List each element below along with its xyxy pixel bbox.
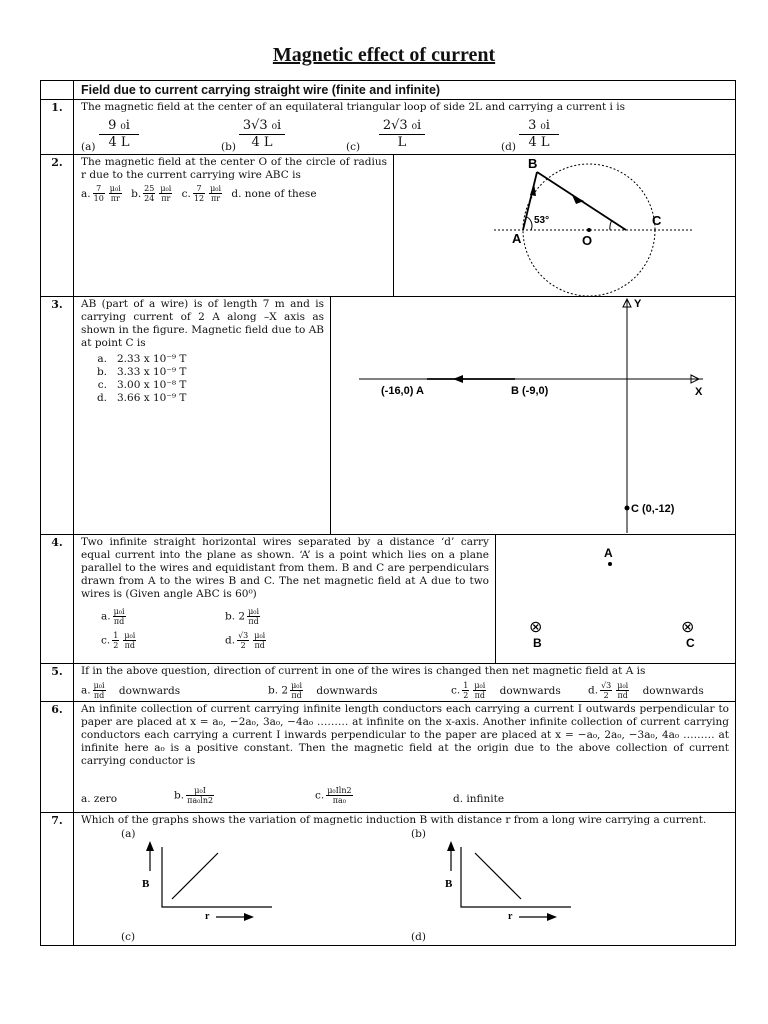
q4-wire-b-icon: ⊗ bbox=[529, 619, 543, 636]
q4-fig-b: B bbox=[533, 636, 542, 650]
q5-opt-d: d. $\frac{√3}{2}$ $\frac{\text{μ₀i}}{\pi d}$ downwards bbox=[588, 681, 704, 700]
q6-number: 6. bbox=[51, 703, 63, 716]
q3-opt-c: c. 3.00 x 10⁻⁸ T bbox=[97, 379, 187, 391]
q4-opt-d: d. $\frac{√3}{2}$ $\frac{\text{μ₀i}}{\pi d}$ bbox=[225, 631, 266, 650]
q4-text: Two infinite straight horizontal wires separated by a distance ‘d’ carry equal current into the plane as shown. ‘A’ is a point which lies on a plane parallel to the wires and equidistant from them. B and C are perpendiculars drawn from A to the wires B and C. The net magnetic field at A due to two wires is (Given angle ABC is 60⁰) bbox=[81, 536, 489, 600]
q3-fig-x: X bbox=[695, 386, 703, 398]
q2-fig-label-o: O bbox=[582, 233, 593, 248]
q5-number: 5. bbox=[51, 665, 63, 678]
q2-fig-label-b: B bbox=[528, 156, 538, 171]
q4-fig-a: A bbox=[604, 546, 613, 560]
q3-opt-a: a. 2.33 x 10⁻⁹ T bbox=[97, 353, 187, 365]
q7-text: Which of the graphs shows the variation of magnetic induction B with distance r from a long wire carrying a current. bbox=[81, 814, 707, 826]
q5-opt-b: b. 2 $\frac{\text{μ₀i}}{\pi d}$ downwards bbox=[268, 681, 378, 700]
q1-opt-a-formula: 9 ₀i 4 L bbox=[99, 118, 139, 151]
q1-text: The magnetic field at the center of an equilateral triangular loop of side 2L and carrying a current i is bbox=[81, 101, 625, 113]
q2-options bbox=[81, 184, 317, 203]
q6-text: An infinite collection of current carrying infinite length conductors each carrying a current I outwards perpendicular to paper are placed at x = a₀, −2a₀, 3a₀, −4a₀ ……… at infinite on the x-axis. Another infinite collection of current carrying conductors each carrying a current I inwards perpendicular to the paper are placed at x = −a₀, 2a₀, −3a₀, 4a₀ ……… at infinite here a₀ is a positive constant. Then the magnetic field at the origin due to the above collection of current carrying conductor is bbox=[81, 703, 729, 767]
q3-number: 3. bbox=[51, 298, 63, 311]
q2-number: 2. bbox=[51, 156, 63, 169]
q2-text: The magnetic field at the center O of the circle of radius r due to the current carrying wire ABC is bbox=[81, 156, 387, 181]
q6-opt-b: b. $\frac{\text{μ₀I}}{\text{πa₀ln2}}$ bbox=[174, 786, 214, 805]
q2-opt-a: a. $\frac{7}{10}$ $\frac{\text{μ₀i}}{\pi r}$ bbox=[81, 184, 121, 203]
q3-figure bbox=[331, 297, 735, 534]
q4-opt-a: a. $\frac{\text{μ₀i}}{\pi d}$ bbox=[101, 607, 125, 626]
q2-opt-b: b. $\frac{25}{24}$ $\frac{\text{μ₀i}}{\pi r}$ bbox=[131, 184, 172, 203]
q3-options bbox=[81, 353, 186, 405]
q1-opt-b-label: (b) bbox=[221, 141, 236, 153]
question-table bbox=[40, 80, 736, 946]
q4-opt-c: c. $\frac{1}{2}$ $\frac{\text{μ₀i}}{\pi d}$ bbox=[101, 631, 136, 650]
q1-opt-c-formula: 2√3 ₀i L bbox=[379, 118, 425, 151]
q2-fig-label-a: A bbox=[512, 231, 522, 246]
q5-opt-c: c. $\frac{1}{2}$ $\frac{\text{μ₀i}}{\pi d}$ downwards bbox=[451, 681, 561, 700]
q3-fig-c: C (0,-12) bbox=[631, 503, 675, 515]
q7-a-axis-y: B bbox=[142, 878, 150, 890]
q3-opt-d: d. 3.66 x 10⁻⁹ T bbox=[96, 392, 187, 404]
q4-opt-b: b. 2 $\frac{\text{μ₀i}}{\pi d}$ bbox=[225, 607, 260, 626]
q3-fig-b: B (-9,0) bbox=[511, 385, 549, 397]
q6-opt-c: c. $\frac{\text{μ₀Iln2}}{\text{πa₀}}$ bbox=[315, 786, 352, 805]
q5-opt-a: a. $\frac{\text{μ₀i}}{\pi d}$ downwards bbox=[81, 681, 181, 700]
q4-number: 4. bbox=[51, 536, 63, 549]
q7-b-axis-x: r bbox=[508, 911, 513, 922]
q1-opt-b-formula: 3√3 ₀i 4 L bbox=[239, 118, 285, 151]
q3-text: AB (part of a wire) is of length 7 m and is carrying current of 2 A along –X axis as shown in the figure. Magnetic field due to AB at point C is bbox=[81, 298, 324, 349]
q7-label-d: (d) bbox=[411, 931, 426, 943]
q2-opt-d: d. none of these bbox=[231, 187, 317, 200]
q1-opt-c-label: (c) bbox=[346, 141, 361, 153]
q5-text: If in the above question, direction of current in one of the wires is changed then net magnetic field at A is bbox=[81, 665, 646, 677]
q1-opt-d-formula: 3 ₀i 4 L bbox=[519, 118, 559, 151]
q2-fig-label-c: C bbox=[652, 213, 662, 228]
q4-wire-c-icon: ⊗ bbox=[681, 619, 695, 636]
q4-figure bbox=[496, 535, 735, 663]
q6-opt-d: d. infinite bbox=[453, 793, 505, 805]
page-title: Magnetic effect of current bbox=[272, 44, 496, 66]
q7-a-axis-x: r bbox=[205, 911, 210, 922]
q7-label-b: (b) bbox=[411, 828, 426, 840]
q1-opt-a-label: (a) bbox=[81, 141, 96, 153]
q3-opt-b: b. 3.33 x 10⁻⁹ T bbox=[96, 366, 187, 378]
q2-opt-c: c. $\frac{7}{12}$ $\frac{\text{μ₀i}}{\pi r}$ bbox=[181, 184, 222, 203]
q7-label-c: (c) bbox=[121, 931, 136, 943]
q7-graph-b bbox=[431, 839, 581, 925]
q7-number: 7. bbox=[51, 814, 63, 827]
q1-opt-d-label: (d) bbox=[501, 141, 516, 153]
q2-figure bbox=[394, 155, 735, 296]
section-header: Field due to current carrying straight wire (finite and infinite) bbox=[81, 83, 441, 97]
q2-fig-angle: 53° bbox=[534, 215, 550, 226]
q6-opt-a: a. zero bbox=[81, 793, 118, 805]
q3-fig-y: Y bbox=[634, 298, 642, 310]
q4-fig-c: C bbox=[686, 636, 695, 650]
q3-fig-a: (-16,0) A bbox=[381, 385, 424, 397]
q1-number: 1. bbox=[51, 101, 63, 114]
q7-graph-a bbox=[136, 839, 286, 925]
q7-b-axis-y: B bbox=[445, 878, 453, 890]
q7-label-a: (a) bbox=[121, 828, 136, 840]
